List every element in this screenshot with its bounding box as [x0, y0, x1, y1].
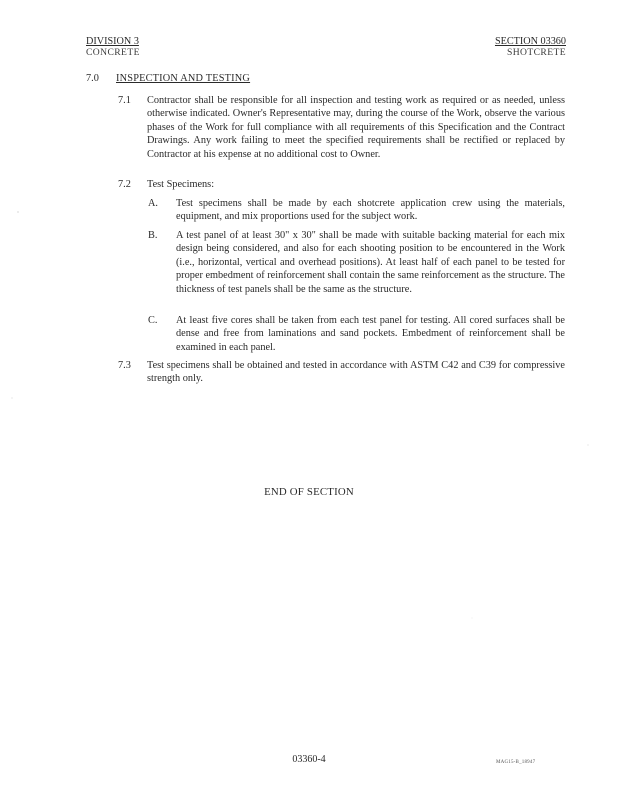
- subitem-letter: C.: [148, 315, 158, 326]
- item-text: Test specimens shall be obtained and tested in accordance with ASTM C42 and C39 for compressive strength only.: [147, 360, 565, 385]
- header-left: [86, 36, 140, 58]
- division-label: DIVISION 3: [86, 36, 139, 47]
- subitem-text: Test specimens shall be made by each shotcrete application crew using the materials, equipment, and mix proportions used for the subject work.: [176, 198, 565, 223]
- item-number: 7.3: [118, 360, 131, 371]
- section-number: 7.0: [86, 73, 99, 84]
- subitem-letter: B.: [148, 230, 158, 241]
- item-number: 7.1: [118, 95, 131, 106]
- header-right: [495, 36, 566, 58]
- section-name: SHOTCRETE: [506, 47, 566, 58]
- section-title: INSPECTION AND TESTING: [116, 73, 251, 84]
- section-label: SECTION 03360: [494, 36, 566, 47]
- item-text: Test Specimens:: [147, 179, 215, 190]
- document-stamp: MAG15-B_18947: [496, 760, 536, 765]
- subitem-text: A test panel of at least 30" x 30" shall be made with suitable backing material for each mix design being considered, and also for each shooting position to be encountered in the Work (i.e., horizontal, vertical and overhead positions). At least half of each panel to be tested for proper embedment of reinforcement shall contain the same reinforcement as the structure. The thickness of test panels shall be the same as the structure.: [176, 230, 565, 295]
- item-number: 7.2: [118, 179, 131, 190]
- page-number: 03360-4: [292, 754, 326, 765]
- subitem-text: At least five cores shall be taken from each test panel for testing. All cored surfaces shall be dense and free from laminations and sand pockets. Embedment of reinforcement shall be examined in each panel.: [176, 315, 565, 353]
- end-of-section: END OF SECTION: [264, 486, 354, 498]
- item-text: Contractor shall be responsible for all inspection and testing work as required or as needed, unless otherwise indicated. Owner's Representative may, during the course of the Work, observe the various phases of the Work for full compliance with all requirements of this Specification and the Contract Drawings. Any work failing to meet the specified requirements shall be rectified or replaced by Contractor at his expense at no additional cost to Owner.: [147, 95, 565, 160]
- subitem-letter: A.: [148, 198, 159, 209]
- division-name: CONCRETE: [86, 47, 140, 58]
